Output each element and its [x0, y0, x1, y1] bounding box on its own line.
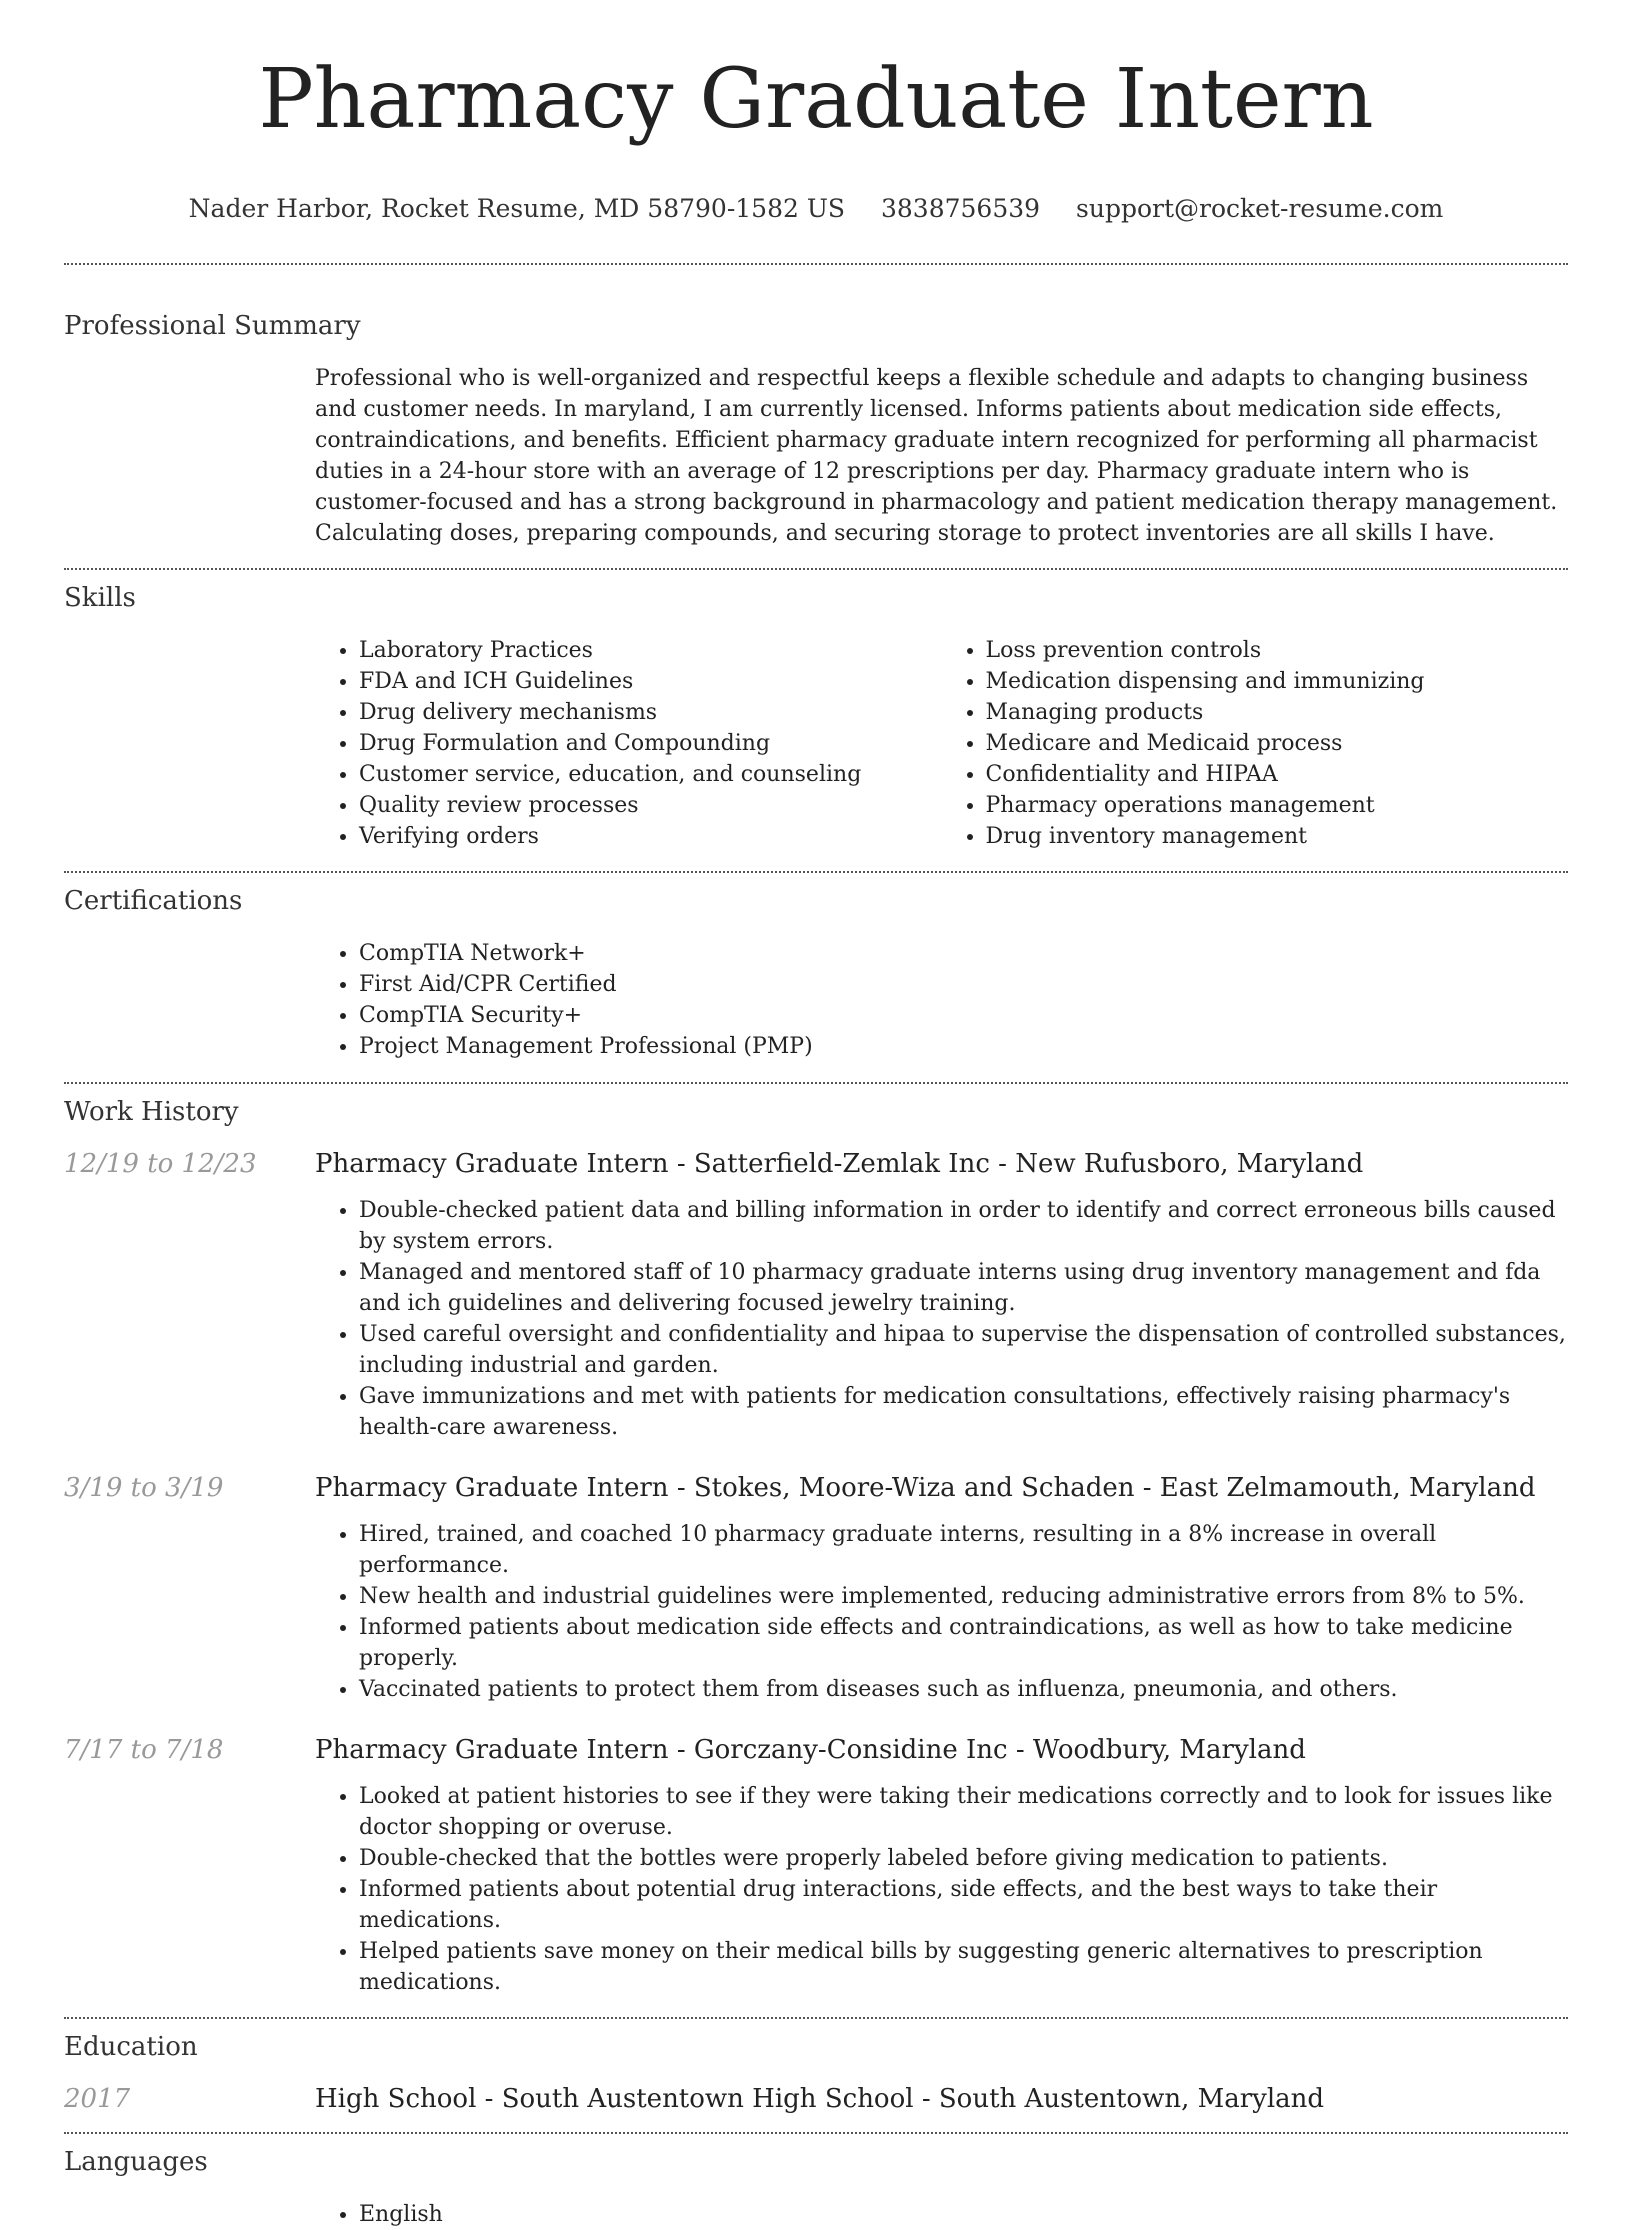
education-section	[0, 2019, 1632, 2114]
education-heading: High School - South Austentown High School - South Austentown, Maryland	[315, 2084, 1325, 2114]
skill-item: • Managing products	[986, 697, 1569, 728]
job-bullet: • Double-checked patient data and billing information in order to identify and correct erroneous bills caused by system errors.	[359, 1195, 1568, 1257]
skill-item: • Laboratory Practices	[359, 635, 942, 666]
skill-item: • Medicare and Medicaid process	[986, 728, 1569, 759]
job-bullet: • Helped patients save money on their medical bills by suggesting generic alternatives to prescription medications.	[359, 1936, 1568, 1998]
job-date: 3/19 to 3/19	[64, 1473, 224, 1503]
job-heading: Pharmacy Graduate Intern - Stokes, Moore-Wiza and Schaden - East Zelmamouth, Maryland	[315, 1473, 1536, 1503]
job-bullet-list	[315, 1195, 1568, 1443]
job-header-row	[64, 1735, 1568, 1765]
contact-line	[0, 194, 1632, 223]
skill-item: • Quality review processes	[359, 790, 942, 821]
job-bullet: • New health and industrial guidelines were implemented, reducing administrative errors from 8% to 5%.	[359, 1581, 1568, 1612]
education-row	[64, 2084, 1568, 2114]
skill-item: • Loss prevention controls	[986, 635, 1569, 666]
skills-list-right	[942, 635, 1569, 852]
certification-item: • Project Management Professional (PMP)	[359, 1031, 1568, 1062]
skill-item: • Pharmacy operations management	[986, 790, 1569, 821]
job-heading: Pharmacy Graduate Intern - Gorczany-Considine Inc - Woodbury, Maryland	[315, 1735, 1306, 1765]
skills-title: Skills	[64, 583, 136, 613]
summary-text: Professional who is well-organized and respectful keeps a flexible schedule and adapts to changing business and customer needs. In maryland, I am currently licensed. Informs patients about medication side effects, contraindications, and benefits. Efficient pharmacy graduate intern recognized for performing all pharmacist duties in a 24-hour store with an average of 12 prescriptions per day. Pharmacy graduate intern who is customer-focused and has a strong background in pharmacology and patient medication therapy management. Calculating doses, preparing compounds, and securing storage to protect inventories are all skills I have.	[315, 366, 1558, 546]
certification-item: • First Aid/CPR Certified	[359, 969, 1568, 1000]
job-bullet: • Used careful oversight and confidentiality and hipaa to supervise the dispensation of controlled substances, including industrial and garden.	[359, 1319, 1568, 1381]
summary-section	[0, 265, 1632, 549]
certification-item: • CompTIA Network+	[359, 938, 1568, 969]
contact-phone: 3838756539	[881, 194, 1041, 223]
job-entry	[64, 1735, 1568, 1998]
job-bullets	[315, 1195, 1568, 1443]
certifications-section	[0, 873, 1632, 1062]
job-header-row	[64, 1473, 1568, 1503]
skill-item: • Drug inventory management	[986, 821, 1569, 852]
job-entry	[64, 1149, 1568, 1443]
job-date: 12/19 to 12/23	[64, 1149, 257, 1179]
job-bullet: • Double-checked that the bottles were properly labeled before giving medication to patients.	[359, 1843, 1568, 1874]
job-bullet: • Gave immunizations and met with patients for medication consultations, effectively raising pharmacy's health-care awareness.	[359, 1381, 1568, 1443]
summary-title: Professional Summary	[64, 311, 361, 341]
skill-item: • Medication dispensing and immunizing	[986, 666, 1569, 697]
skill-item: • Drug Formulation and Compounding	[359, 728, 942, 759]
job-bullet: • Informed patients about medication side effects and contraindications, as well as how to take medicine properly.	[359, 1612, 1568, 1674]
job-bullet: • Hired, trained, and coached 10 pharmacy graduate interns, resulting in a 8% increase in overall performance.	[359, 1519, 1568, 1581]
job-header-row	[64, 1149, 1568, 1179]
skills-list-left	[315, 635, 942, 852]
job-heading: Pharmacy Graduate Intern - Satterfield-Zemlak Inc - New Rufusboro, Maryland	[315, 1149, 1364, 1179]
job-bullet: • Informed patients about potential drug interactions, side effects, and the best ways to take their medications.	[359, 1874, 1568, 1936]
education-title: Education	[64, 2032, 198, 2062]
skill-item: • Verifying orders	[359, 821, 942, 852]
skill-item: • Drug delivery mechanisms	[359, 697, 942, 728]
job-bullets	[315, 1519, 1568, 1705]
languages-title: Languages	[64, 2147, 208, 2177]
job-bullet-list	[315, 1781, 1568, 1998]
job-bullet: • Vaccinated patients to protect them from diseases such as influenza, pneumonia, and others.	[359, 1674, 1568, 1705]
language-item: • English	[359, 2199, 1568, 2230]
job-bullet: • Managed and mentored staff of 10 pharmacy graduate interns using drug inventory management and fda and ich guidelines and delivering focused jewelry training.	[359, 1257, 1568, 1319]
job-bullet: • Looked at patient histories to see if they were taking their medications correctly and to look for issues like doctor shopping or overuse.	[359, 1781, 1568, 1843]
skill-item: • Confidentiality and HIPAA	[986, 759, 1569, 790]
resume-header	[0, 0, 1632, 223]
languages-content	[315, 2199, 1568, 2230]
certifications-title: Certifications	[64, 886, 243, 916]
candidate-name: Pharmacy Graduate Intern	[258, 52, 1374, 147]
contact-address: Nader Harbor, Rocket Resume, MD 58790-1582 US	[188, 194, 846, 223]
skill-item: • FDA and ICH Guidelines	[359, 666, 942, 697]
work-jobs	[64, 1149, 1568, 1998]
certifications-content	[315, 938, 1568, 1062]
languages-section	[0, 2134, 1632, 2230]
skills-columns	[315, 635, 1568, 852]
job-entry	[64, 1473, 1568, 1705]
education-date: 2017	[64, 2084, 131, 2114]
languages-list	[315, 2199, 1568, 2230]
work-title: Work History	[64, 1097, 239, 1127]
certification-item: • CompTIA Security+	[359, 1000, 1568, 1031]
work-section	[0, 1084, 1632, 1998]
skills-section	[0, 570, 1632, 852]
contact-email: support@rocket-resume.com	[1076, 194, 1444, 223]
job-date: 7/17 to 7/18	[64, 1735, 224, 1765]
skill-item: • Customer service, education, and counseling	[359, 759, 942, 790]
job-bullets	[315, 1781, 1568, 1998]
certifications-list	[315, 938, 1568, 1062]
job-bullet-list	[315, 1519, 1568, 1705]
